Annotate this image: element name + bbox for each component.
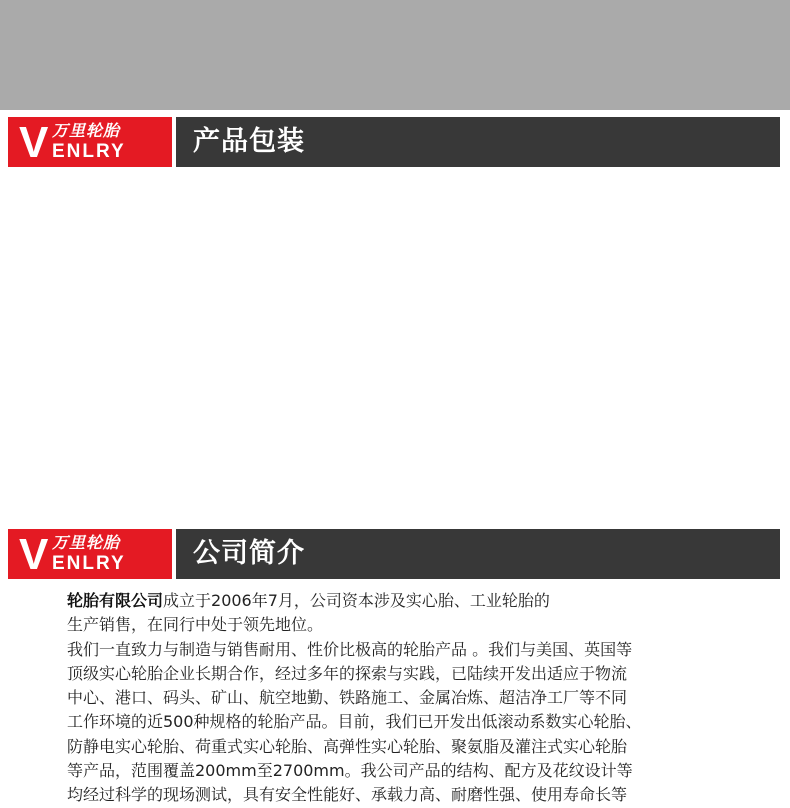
logo-english-name: ENLRY xyxy=(52,553,126,574)
header-divider xyxy=(172,117,176,167)
brand-logo xyxy=(8,117,172,167)
top-image-placeholder xyxy=(0,0,790,110)
section-title-company: 公司简介 xyxy=(193,538,305,569)
intro-line: 等产品，范围覆盖200mm至2700mm。我公司产品的结构、配方及花纹设计等 xyxy=(67,761,633,781)
section-header-company xyxy=(8,529,780,579)
intro-line xyxy=(67,589,737,613)
section-title-packaging: 产品包装 xyxy=(193,126,305,157)
intro-line: 防静电实心轮胎、荷重式实心轮胎、高弹性实心轮胎、聚氨脂及灌注式实心轮胎 xyxy=(67,736,628,756)
intro-line: 顶级实心轮胎企业长期合作，经过多年的探索与实践，已陆续开发出适应于物流 xyxy=(67,663,628,683)
company-name: 轮胎有限公司 xyxy=(67,591,164,610)
logo-letter: V xyxy=(19,118,47,167)
logo-letter: V xyxy=(19,530,47,579)
company-intro-text xyxy=(67,589,737,808)
intro-line: 工作环境的近500种规格的轮胎产品。目前，我们已开发出低滚动系数实心轮胎、 xyxy=(67,712,642,732)
section-header-packaging xyxy=(8,117,780,167)
intro-line: 生产销售，在同行中处于领先地位。 xyxy=(67,615,324,635)
intro-line: 我们一直致力与制造与销售耐用、性价比极高的轮胎产品 。我们与美国、英国等 xyxy=(67,639,633,659)
brand-logo xyxy=(8,529,172,579)
logo-chinese-name: 万里轮胎 xyxy=(52,533,121,552)
header-divider xyxy=(172,529,176,579)
logo-english-name: ENLRY xyxy=(52,141,126,162)
intro-line: 中心、港口、码头、矿山、航空地勤、铁路施工、金属冶炼、超洁净工厂等不同 xyxy=(67,688,628,708)
intro-line: 均经过科学的现场测试，具有安全性能好、承载力高、耐磨性强、使用寿命长等 xyxy=(67,785,628,805)
logo-chinese-name: 万里轮胎 xyxy=(52,121,121,140)
intro-line-text: 成立于2006年7月，公司资本涉及实心胎、工业轮胎的 xyxy=(163,591,550,610)
